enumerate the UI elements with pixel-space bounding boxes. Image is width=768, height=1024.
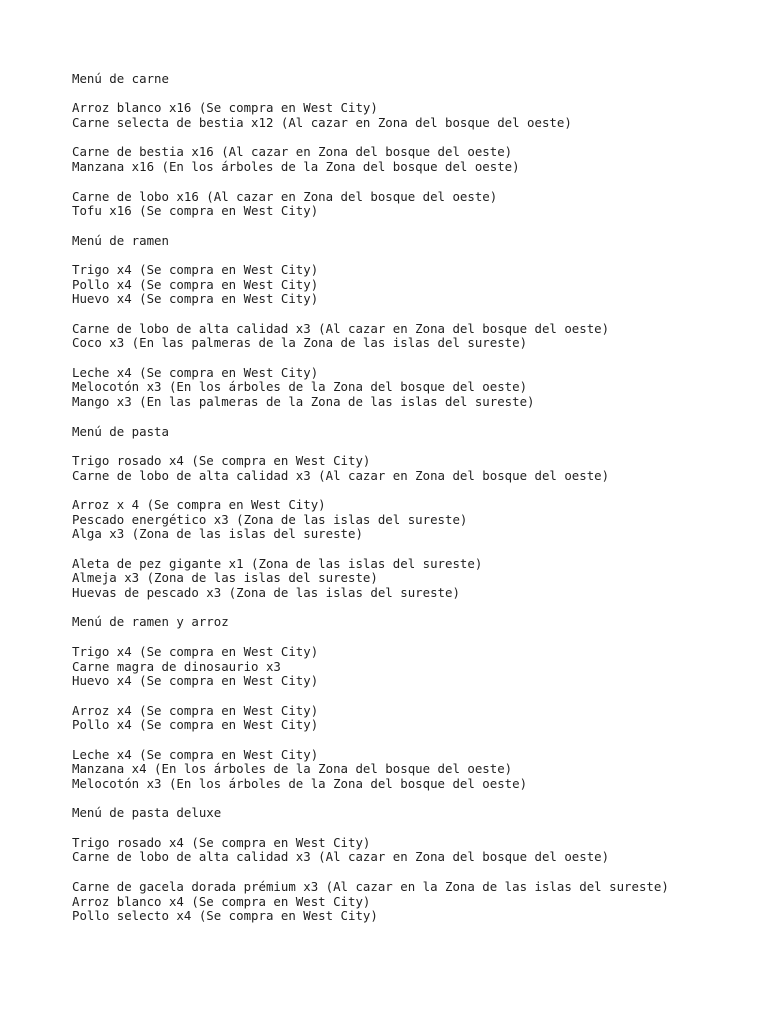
menu-heading: Menú de ramen y arroz <box>72 614 229 630</box>
ingredient-line: Trigo rosado x4 (Se compra en West City) <box>72 834 371 850</box>
menu-heading: Menú de carne <box>72 71 169 86</box>
ingredient-line: Carne selecta de bestia x12 (Al cazar en Zona del bosque del oeste) <box>72 115 572 131</box>
ingredient-line: Arroz x 4 (Se compra en West City) <box>72 496 326 512</box>
blank-line <box>72 87 752 102</box>
ingredient-line: Carne de lobo de alta calidad x3 (Al cazar en Zona del bosque del oeste) <box>72 320 610 336</box>
blank-line <box>72 865 752 880</box>
blank-line <box>72 792 752 807</box>
ingredient-line: Carne magra de dinosaurio x3 <box>72 658 281 674</box>
ingredient-line: Arroz blanco x16 (Se compra en West City) <box>72 100 378 116</box>
ingredient-line: Huevo x4 (Se compra en West City) <box>72 291 319 307</box>
blank-line <box>72 248 752 263</box>
ingredient-line: Carne de lobo de alta calidad x3 (Al cazar en Zona del bosque del oeste) <box>72 849 610 865</box>
blank-line <box>72 542 752 557</box>
ingredient-line: Pollo x4 (Se compra en West City) <box>72 276 319 292</box>
menu-heading: Menú de ramen <box>72 232 169 248</box>
blank-line <box>72 131 752 146</box>
blank-line <box>72 307 752 322</box>
ingredient-line: Melocotón x3 (En los árboles de la Zona del bosque del oeste) <box>72 776 528 791</box>
ingredient-line: Alga x3 (Zona de las islas del sureste) <box>72 526 363 542</box>
ingredient-line: Trigo rosado x4 (Se compra en West City) <box>72 452 371 468</box>
ingredient-line: Manzana x4 (En los árboles de la Zona del bosque del oeste) <box>72 761 513 777</box>
ingredient-line: Trigo x4 (Se compra en West City) <box>72 643 319 659</box>
ingredient-line: Pollo x4 (Se compra en West City) <box>72 717 319 733</box>
ingredient-line: Melocotón x3 (En los árboles de la Zona del bosque del oeste) <box>72 379 528 395</box>
ingredient-line: Huevo x4 (Se compra en West City) <box>72 673 319 689</box>
ingredient-line: Arroz blanco x4 (Se compra en West City) <box>72 893 371 909</box>
ingredient-line: Huevas de pescado x3 (Zona de las islas del sureste) <box>72 585 460 601</box>
ingredient-line: Coco x3 (En las palmeras de la Zona de las islas del sureste) <box>72 335 528 351</box>
ingredient-line: Leche x4 (Se compra en West City) <box>72 364 319 380</box>
ingredient-line: Carne de lobo de alta calidad x3 (Al cazar en Zona del bosque del oeste) <box>72 467 610 483</box>
ingredient-line: Tofu x16 (Se compra en West City) <box>72 203 319 219</box>
ingredient-line: Manzana x16 (En los árboles de la Zona del bosque del oeste) <box>72 159 520 175</box>
document-page <box>72 72 752 924</box>
ingredient-line: Leche x4 (Se compra en West City) <box>72 746 319 762</box>
blank-line <box>72 351 752 366</box>
ingredient-line: Mango x3 (En las palmeras de la Zona de las islas del sureste) <box>72 394 535 410</box>
ingredient-line: Carne de bestia x16 (Al cazar en Zona del bosque del oeste) <box>72 144 513 160</box>
ingredient-line: Pescado energético x3 (Zona de las islas del sureste) <box>72 511 468 527</box>
ingredient-line: Almeja x3 (Zona de las islas del sureste) <box>72 570 378 586</box>
blank-line <box>72 219 752 234</box>
ingredient-line: Trigo x4 (Se compra en West City) <box>72 261 319 277</box>
ingredient-line: Pollo selecto x4 (Se compra en West City) <box>72 908 378 924</box>
blank-line <box>72 733 752 748</box>
blank-line <box>72 439 752 454</box>
menu-heading: Menú de pasta deluxe <box>72 805 222 821</box>
blank-line <box>72 410 752 425</box>
blank-line <box>72 601 752 616</box>
ingredient-line: Arroz x4 (Se compra en West City) <box>72 702 319 718</box>
ingredient-line: Carne de lobo x16 (Al cazar en Zona del bosque del oeste) <box>72 188 498 204</box>
blank-line <box>72 175 752 190</box>
ingredient-line: Aleta de pez gigante x1 (Zona de las islas del sureste) <box>72 555 483 571</box>
blank-line <box>72 689 752 704</box>
menu-heading: Menú de pasta <box>72 423 169 439</box>
blank-line <box>72 483 752 498</box>
blank-line <box>72 630 752 645</box>
blank-line <box>72 821 752 836</box>
ingredient-line: Carne de gacela dorada prémium x3 (Al cazar en la Zona de las islas del sureste) <box>72 878 669 894</box>
